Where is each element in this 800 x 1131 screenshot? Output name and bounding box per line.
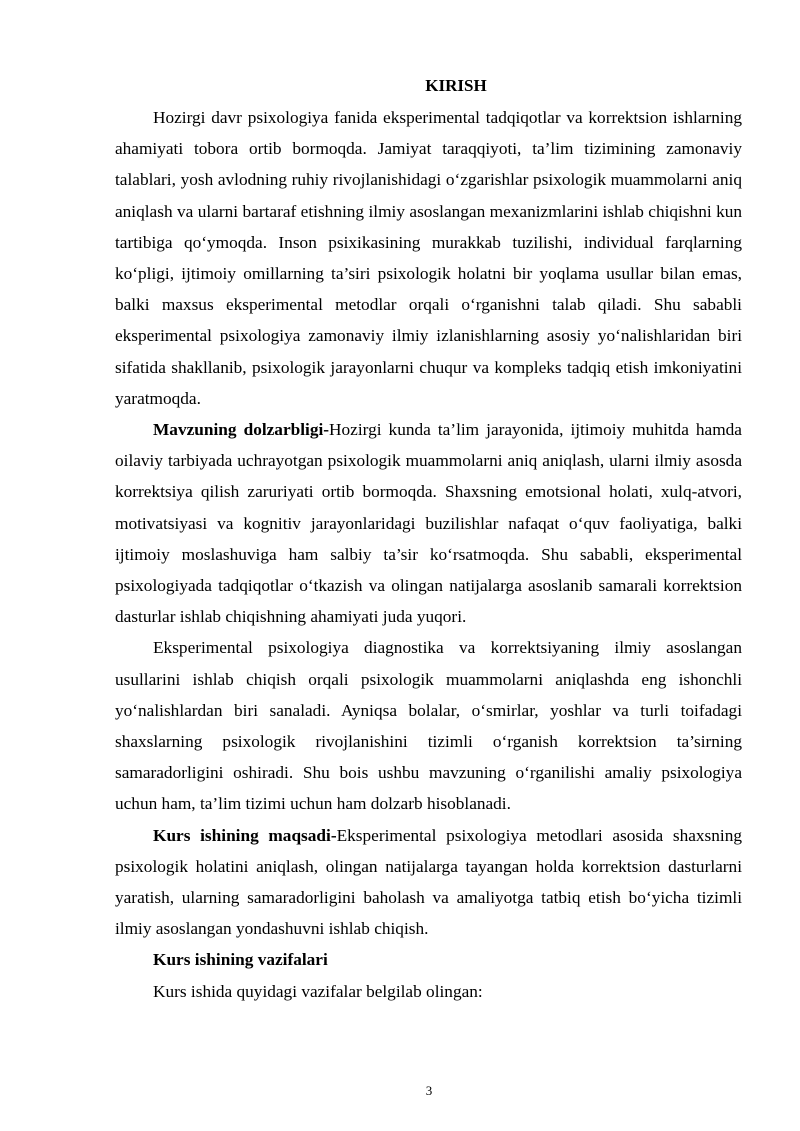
tasks-heading: Kurs ishining vazifalari: [153, 950, 328, 970]
goal-heading: Kurs ishining maqsadi-: [153, 825, 337, 845]
experimental-text: Eksperimental psixologiya diagnostika va korrektsiyaning ilmiy asoslangan usullarini ishlab chiqish orqali psixologik muammolarni aniqlashda eng ishonchli yo‘nalishlardan biri sanaladi. Ayniqsa bolalar, o‘smirlar, yoshlar va turli toifadagi shaxslarning psixologik rivojlanishini tizimli o‘rganish korrektsion ta’sirning samaradorligini oshiradi. Shu bois ushbu mavzuning o‘rganilishi amaliy psixologiya uchun ham, ta’lim tizimi uchun ham dolzarb hisoblanadi.: [115, 638, 742, 814]
page-number: 3: [425, 1083, 433, 1098]
paragraph-goal: [115, 820, 742, 945]
tasks-intro-text: Kurs ishida quyidagi vazifalar belgilab olingan:: [153, 981, 483, 1001]
document-body: [115, 74, 742, 1007]
paragraph-intro-text: Hozirgi davr psixologiya fanida eksperimental tadqiqotlar va korrektsion ishlarning ahamiyati tobora ortib bormoqda. Jamiyat taraqqiyoti, ta’lim tizimining zamonaviy talablari, yosh avlodning ruhiy rivojlanishidagi o‘zgarishlar psixologik muammolarni aniq aniqlash va ularni bartaraf etishning ilmiy asoslangan mexanizmlarini ishlab chiqishni kun tartibiga qo‘ymoqda. Inson psixikasining murakkab tuzilishi, individual farqlarning ko‘pligi, ijtimoiy omillarning ta’siri psixologik holatni bir yoqlama usullar bilan emas, balki maxsus eksperimental metodlar orqali o‘rganishni talab qiladi. Shu sababli eksperimental psixologiya zamonaviy ilmiy izlanishlarning asosiy yo‘nalishlaridan biri sifatida shakllanib, psixologik jarayonlarni chuqur va kompleks tadqiq etish imkoniyatini yaratmoqda.: [115, 108, 742, 408]
relevance-heading: Mavzuning dolzarbligi-: [153, 420, 330, 440]
paragraph-experimental: [115, 632, 742, 819]
goal-text: Eksperimental psixologiya metodlari asosida shaxsning psixologik holatini aniqlash, olingan natijalarga tayangan holda korrektsion dasturlarni yaratish, ularning samaradorligini baholash va amaliyotga tatbiq etish bo‘yicha tizimli ilmiy asoslangan yondashuvni ishlab chiqish.: [115, 825, 742, 939]
paragraph-tasks-heading: [115, 944, 742, 975]
paragraph-intro: [115, 102, 742, 414]
section-title: KIRISH: [425, 76, 487, 95]
relevance-text: Hozirgi kunda ta’lim jarayonida, ijtimoiy muhitda hamda oilaviy tarbiyada uchrayotgan psixologik muammolarni aniq aniqlash, ularni ilmiy asosda korrektsiya qilish zaruriyati ortib bormoqda. Shaxsning emotsional holati, xulq-atvori, motivatsiyasi va kognitiv jarayonlaridagi buzilishlar nafaqat o‘quv faoliyatiga, balki ijtimoiy moslashuviga ham salbiy ta’sir ko‘rsatmoqda. Shu sababli, eksperimental psixologiyada tadqiqotlar o‘tkazish va olingan natijalarga asoslanib samarali korrektsion dasturlar ishlab chiqishning ahamiyati juda yuqori.: [115, 420, 742, 627]
paragraph-tasks-intro: [115, 976, 742, 1007]
paragraph-relevance: [115, 414, 742, 632]
